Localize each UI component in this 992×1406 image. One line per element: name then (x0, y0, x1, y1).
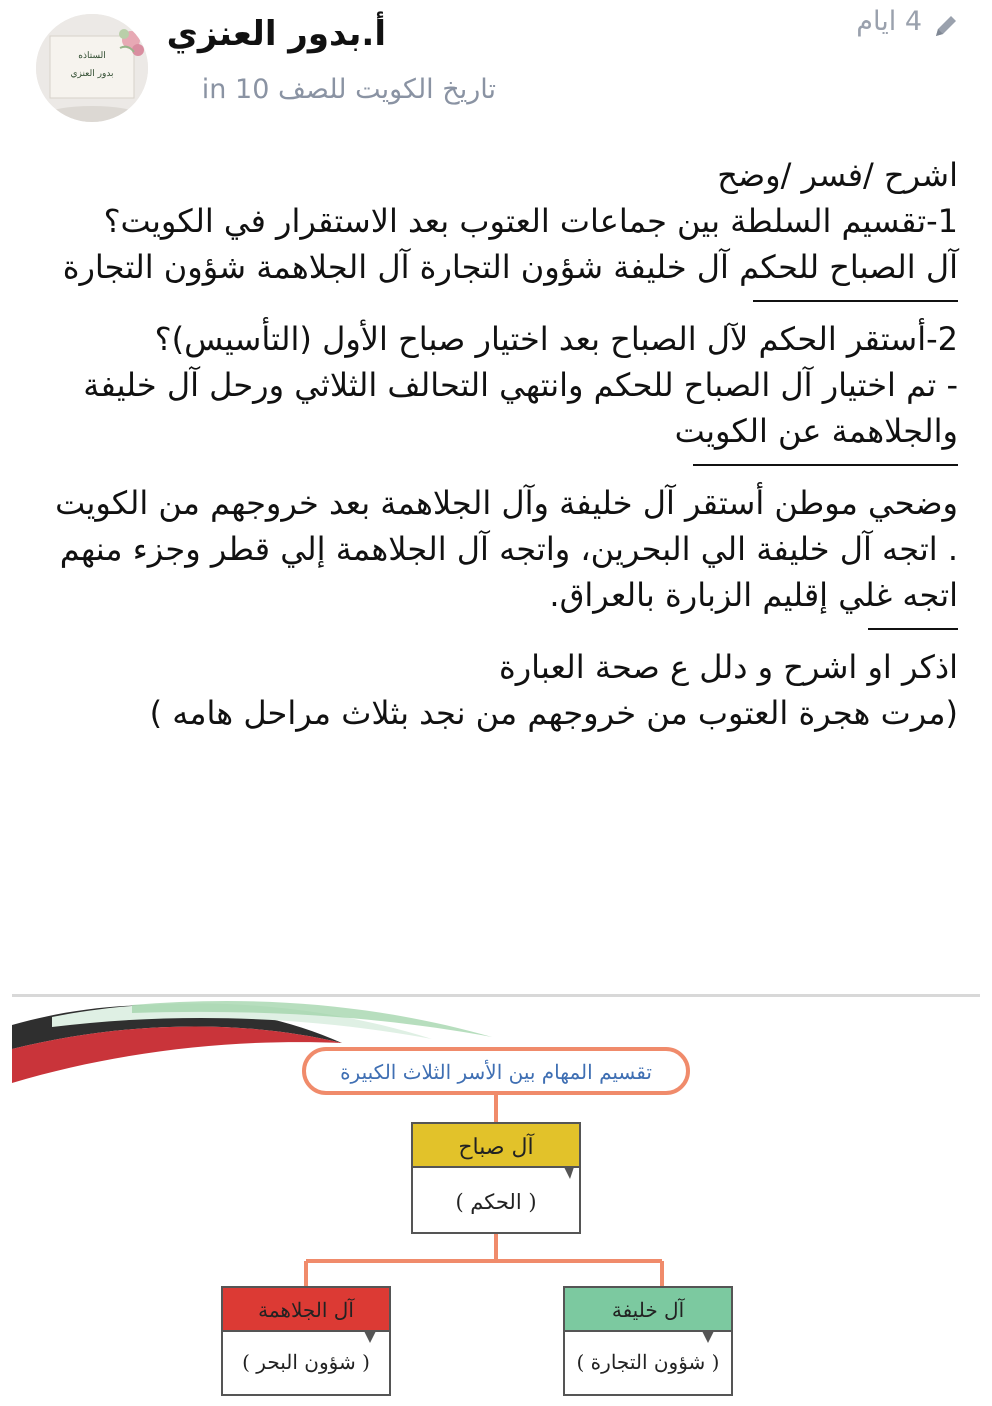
post-line-8: اذكر او اشرح و دلل ع صحة العبارة (498, 648, 958, 686)
divider (28, 464, 958, 470)
pencil-icon (932, 12, 960, 40)
post-timestamp[interactable]: 4 ايام (856, 6, 922, 37)
box-al-khalifa (564, 1287, 732, 1395)
top-role-label: ( الحكم ) (455, 1190, 537, 1214)
top-family-label: آل صباح (458, 1135, 534, 1160)
post-body (28, 152, 958, 736)
box-al-jalahma (222, 1287, 390, 1395)
post-line-2: 1-تقسيم السلطة بين جماعات العتوب بعد الاستقرار في الكويت؟ (103, 202, 958, 240)
divider (28, 628, 958, 634)
avatar-text-2: بدور العنزي (70, 69, 114, 79)
post-line-3: آل الصباح للحكم آل خليفة شؤون التجارة آل الجلاهمة شؤون التجارة (62, 248, 958, 286)
right-family-label: آل خليفة (611, 1298, 685, 1322)
group-line (202, 74, 496, 105)
divider (28, 300, 958, 306)
post-line-5: - تم اختيار آل الصباح للحكم وانتهي التحالف الثلاثي ورحل آل خليفة والجلاهمة عن الكويت (83, 366, 958, 450)
post-line-7: . اتجه آل خليفة الي البحرين، واتجه آل الجلاهمة إلي قطر وجزء منهم اتجه غلي إقليم الزبارة بالعراق. (59, 530, 958, 614)
left-family-label: آل الجلاهمة (258, 1298, 354, 1322)
post-image[interactable] (12, 994, 980, 1406)
box-al-sabah (412, 1123, 580, 1233)
diagram-title: تقسيم المهام بين الأسر الثلاث الكبيرة (340, 1060, 652, 1084)
post-line-1: اشرح /فسر /وضح (717, 156, 958, 194)
post-line-6: وضحي موطن أستقر آل خليفة وآل الجلاهمة بعد خروجهم من الكويت (55, 484, 958, 522)
right-role-label: ( شؤون التجارة ) (576, 1350, 720, 1374)
group-name[interactable]: تاريخ الكويت للصف 10 (235, 74, 496, 105)
avatar-text-1: الستاذه (78, 51, 106, 61)
author-name[interactable]: أ.بدور العنزي (166, 14, 386, 54)
post-line-9: (مرت هجرة العتوب من خروجهم من نجد بثلاث مراحل هامه ) (149, 694, 958, 732)
avatar-image (36, 14, 148, 122)
left-role-label: ( شؤون البحر ) (242, 1350, 370, 1374)
in-label: in (201, 74, 227, 105)
post-line-4: 2-أستقر الحكم لآل الصباح بعد اختيار صباح الأول (التأسيس)؟ (154, 320, 958, 358)
diagram-image (12, 997, 980, 1403)
avatar[interactable] (36, 14, 148, 122)
post-header (0, 0, 992, 140)
